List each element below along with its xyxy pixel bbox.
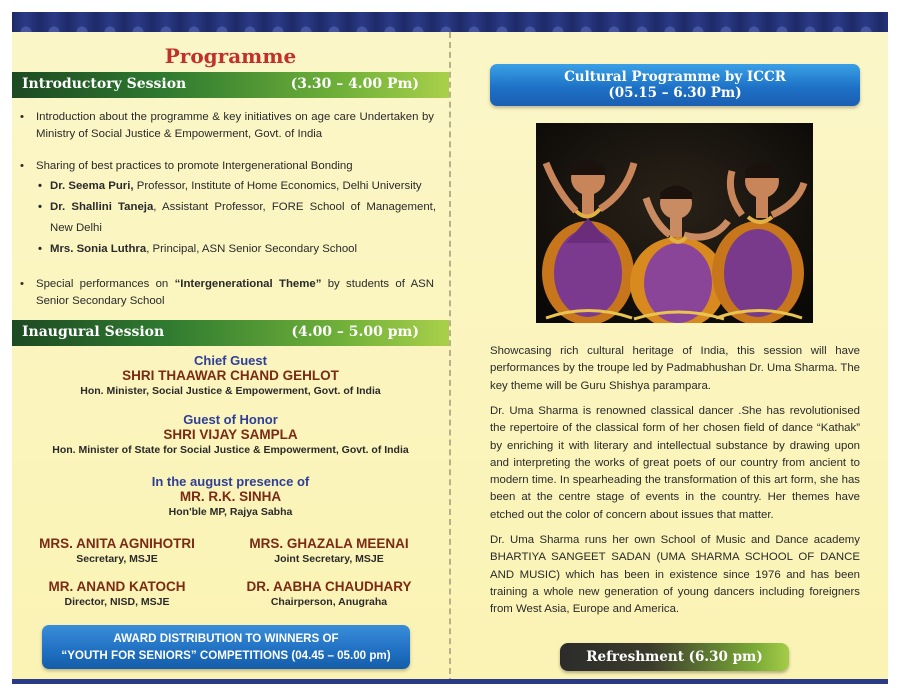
award-distribution-banner: [42, 625, 410, 669]
presence-desc: Hon'ble MP, Rajya Sabha: [168, 506, 293, 518]
cultural-programme-banner: [490, 64, 860, 106]
cultural-paragraph-2: Dr. Uma Sharma is renowned classical dancer .She has revolutionised the repertoire of the classical form of her chosen field of dance “Kathak” by enriching it with literary and intellectual substance by drawing upon and interpreting the works of great poets of our country from ancient to modern time. In spearheading the transformation of this art form, she has been at the centre stage of events in the country. Her themes have etched out the color of concern about issues that matter.: [490, 405, 860, 521]
inaugural-session-name: Inaugural Session: [22, 324, 165, 340]
dignitary-card: [224, 579, 434, 608]
dignitary-card: [12, 579, 222, 608]
dignitary-name: MRS. ANITA AGNIHOTRI: [39, 536, 195, 551]
column-divider: [449, 32, 451, 684]
bullet-icon: •: [38, 243, 42, 255]
dignitary-desc: Joint Secretary, MSJE: [274, 553, 384, 565]
dignitary-desc: Chairperson, Anugraha: [270, 596, 388, 608]
speaker-name: Dr. Seema Puri,: [50, 180, 134, 192]
dignitary-name: MRS. GHAZALA MEENAI: [249, 536, 409, 551]
august-presence-block: [12, 474, 449, 518]
chief-guest-label: Chief Guest: [194, 353, 267, 368]
guest-honor-name: SHRI VIJAY SAMPLA: [163, 427, 298, 442]
inaugural-session-bar: [12, 320, 449, 346]
intro-item-2: [20, 158, 434, 175]
bullet-icon: •: [20, 160, 24, 172]
bullet-icon: •: [38, 180, 42, 192]
intro-item-3: [20, 276, 434, 310]
guest-of-honor-block: [12, 412, 449, 456]
dignitary-name: MR. ANAND KATOCH: [48, 579, 186, 594]
presence-label: In the august presence of: [151, 474, 310, 489]
dancers-illustration-icon: [536, 123, 813, 323]
chief-guest-name: SHRI THAAWAR CHAND GEHLOT: [122, 368, 339, 383]
bullet-icon: •: [38, 201, 42, 213]
bullet-icon: •: [20, 111, 24, 123]
chief-guest-desc: Hon. Minister, Social Justice & Empowerment, Govt. of India: [80, 385, 381, 397]
inaugural-session-time: (4.00 – 5.00 pm): [291, 324, 419, 340]
cultural-paragraph-3: Dr. Uma Sharma runs her own School of Music and Dance academy BHARTIYA SANGEET SADAN (UMA SHARMA SCHOOL OF DANCE AND MUSIC) which has been in existence since 1976 and has been training a whole new generation of young dancers including foreigners from West Asia, Europe and America.: [490, 534, 860, 616]
intro-item-1: [20, 109, 434, 143]
dignitary-desc: Secretary, MSJE: [76, 553, 158, 565]
bullet-icon: •: [20, 278, 24, 290]
item3-post: by students of ASN Senior Secondary School: [36, 278, 434, 307]
refreshment-banner: Refreshment (6.30 pm): [560, 643, 789, 671]
kathak-dancers-photo: [536, 123, 813, 323]
item3-bold: “Intergenerational Theme”: [174, 278, 322, 290]
speaker-item: [38, 239, 436, 260]
award-line-1: AWARD DISTRIBUTION TO WINNERS OF: [113, 632, 339, 645]
guest-honor-desc: Hon. Minister of State for Social Justice & Empowerment, Govt. of India: [52, 444, 409, 456]
intro-item-3-text: [36, 276, 434, 310]
brochure-sheet: [12, 12, 888, 684]
dignitary-card: [224, 536, 434, 565]
programme-title: Programme: [164, 44, 297, 68]
cultural-time: (05.15 – 6.30 Pm): [608, 85, 742, 101]
decorative-top-band: [12, 12, 888, 32]
speaker-name: Dr. Shallini Taneja: [50, 201, 154, 213]
cultural-title: Cultural Programme by ICCR: [564, 69, 786, 85]
award-line-2: “YOUTH FOR SENIORS” COMPETITIONS (04.45 – 05.00 pm): [61, 649, 391, 662]
speaker-list: [38, 176, 436, 260]
speaker-role: , Assistant Professor, FORE School of Management, New Delhi: [50, 201, 436, 234]
intro-session-bar: [12, 72, 449, 98]
item3-pre: Special performances on: [36, 278, 175, 290]
cultural-paragraph-1: Showcasing rich cultural heritage of India, this session will have performances by the troupe led by Padmabhushan Dr. Uma Sharma. The key theme will be Guru Shishya parampara.: [490, 345, 860, 392]
intro-session-name: Introductory Session: [22, 76, 187, 92]
guest-honor-label: Guest of Honor: [183, 412, 278, 427]
presence-name: MR. R.K. SINHA: [179, 489, 282, 504]
dignitary-desc: Director, NISD, MSJE: [64, 596, 170, 608]
speaker-role: Professor, Institute of Home Economics, Delhi University: [136, 180, 422, 192]
intro-item-1-text: Introduction about the programme & key initiatives on age care Undertaken by Ministry of Social Justice & Empowerment, Govt. of India: [36, 111, 434, 140]
speaker-role: , Principal, ASN Senior Secondary School: [146, 243, 358, 255]
decorative-bottom-band: [12, 679, 888, 684]
intro-session-time: (3.30 – 4.00 Pm): [290, 76, 419, 92]
chief-guest-block: [12, 353, 449, 397]
speaker-item: [38, 176, 436, 197]
intro-item-2-text: Sharing of best practices to promote Intergenerational Bonding: [36, 160, 353, 172]
dignitary-name: DR. AABHA CHAUDHARY: [246, 579, 412, 594]
speaker-name: Mrs. Sonia Luthra: [50, 243, 147, 255]
dignitary-card: [12, 536, 222, 565]
speaker-item: [38, 197, 436, 239]
